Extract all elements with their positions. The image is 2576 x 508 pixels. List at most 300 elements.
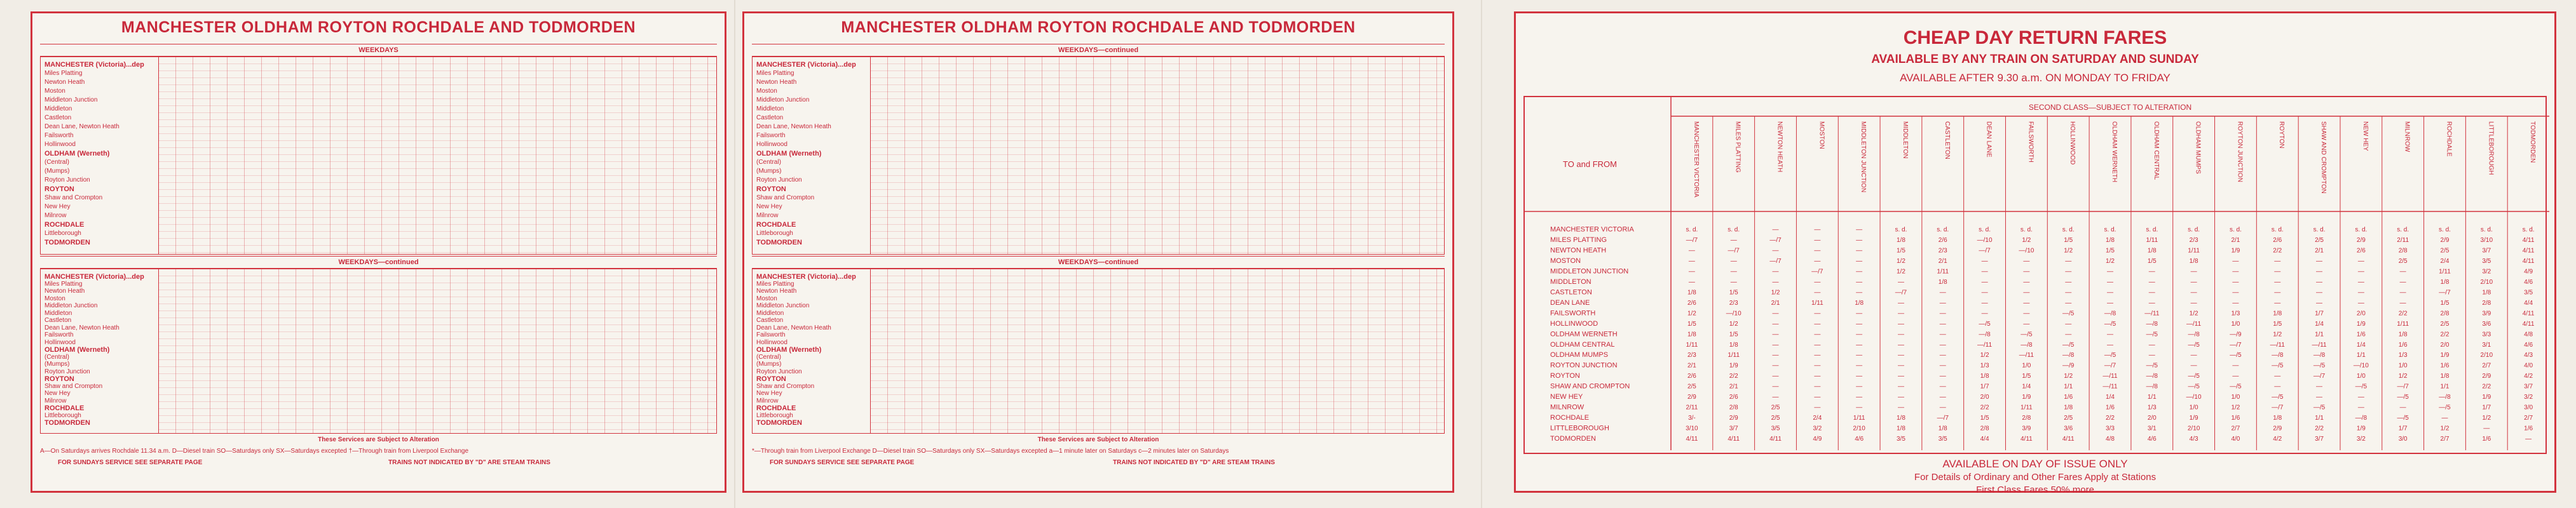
- fare-cell: 4/11: [2522, 247, 2535, 255]
- fare-cell: 1/8: [1938, 278, 1947, 286]
- fare-cell: 1/8: [1896, 415, 1905, 422]
- fare-cell: —: [1814, 341, 1821, 349]
- station-name: Newton Heath: [44, 79, 85, 86]
- station-name: (Mumps): [756, 168, 782, 175]
- fare-cell: —: [1939, 383, 1946, 391]
- fare-cell: —: [2148, 278, 2155, 286]
- fare-cell: —: [1772, 373, 1779, 380]
- station-name: (Central): [756, 159, 781, 166]
- fare-cell: —: [1897, 278, 1904, 286]
- fare-cell: 1/9: [2356, 425, 2366, 432]
- fare-cell: 1/8: [1729, 341, 1738, 349]
- fare-cell: 1/5: [2440, 299, 2450, 307]
- fare-cell: —: [2316, 299, 2323, 307]
- fare-cell: —: [1688, 247, 1695, 255]
- fare-cell: —/9: [2230, 331, 2242, 338]
- fare-cell: 1/2: [2189, 310, 2198, 318]
- fare-cell: 1/3: [2147, 404, 2157, 411]
- fare-cell: 2/5: [2440, 247, 2450, 255]
- fare-cell: 1/2: [1771, 289, 1780, 297]
- fare-cell: 1/5: [1896, 247, 1905, 255]
- station-name: Castleton: [44, 114, 72, 121]
- fare-cell: 4/9: [2524, 268, 2533, 276]
- station-name: ROYTON: [756, 375, 786, 384]
- fare-cell: —: [1897, 352, 1904, 359]
- fare-cell: —: [2399, 268, 2406, 276]
- station-name: ROCHDALE: [756, 404, 796, 413]
- fare-cell: —: [2065, 278, 2072, 286]
- fare-cell: 2/9: [1729, 415, 1738, 422]
- fare-cell: —/5: [2188, 341, 2200, 349]
- fare-cell: 1/1: [2064, 383, 2073, 391]
- fare-cell: —/7: [1895, 289, 1907, 297]
- fare-cell: —/11: [1977, 341, 1993, 349]
- fare-cell: —: [1814, 257, 1821, 265]
- fare-cell: 1/11: [2188, 247, 2200, 255]
- fare-cell: —: [2316, 289, 2323, 297]
- station-list: [753, 57, 871, 254]
- fare-cell: 2/8: [2022, 415, 2031, 422]
- fare-cell: 1/11: [1811, 299, 1823, 307]
- fare-cell: 2/5: [1687, 383, 1696, 391]
- fare-cell: s. d.: [2271, 226, 2284, 234]
- fare-cell: 1/5: [2064, 237, 2073, 244]
- fare-cell: —/11: [2312, 341, 2327, 349]
- fare-cell: 1/2: [1980, 352, 1989, 359]
- fare-cell: —: [2274, 299, 2281, 307]
- station-name: Miles Platting: [44, 70, 83, 77]
- fare-cell: —: [1856, 394, 1863, 401]
- fare-cell: 1/8: [2440, 278, 2450, 286]
- fare-cell: s. d.: [2480, 226, 2493, 234]
- fare-cell: —/5: [2062, 341, 2075, 349]
- footnotes: *—Through train from Liverpool Exchange D—Diesel train SO—Saturdays only SX—Saturdays excepted a—1 minute later on Saturdays c—2 minutes later on Saturdays: [752, 448, 1229, 455]
- column-header: DEAN LANE: [1985, 121, 1993, 157]
- fare-cell: 1/2: [2064, 247, 2073, 255]
- fare-cell: 1/8: [2482, 289, 2491, 297]
- row-station: DEAN LANE: [1550, 298, 1590, 307]
- times-grid: [159, 269, 716, 433]
- fare-cell: 1/8: [1938, 425, 1947, 432]
- fare-cell: —: [2274, 268, 2281, 276]
- fare-cell: —: [2357, 278, 2364, 286]
- fare-cell: —: [1856, 278, 1863, 286]
- availability-note: AVAILABLE ON DAY OF ISSUE ONLY: [1942, 458, 2128, 470]
- subject-note: These Services are Subject to Alteration: [318, 436, 439, 443]
- fare-cell: —: [2023, 289, 2030, 297]
- station-name: TODMORDEN: [44, 239, 90, 246]
- fare-cell: s. d.: [2188, 226, 2200, 234]
- station-name: Newton Heath: [44, 288, 85, 295]
- fare-cell: 2/8: [1980, 425, 1989, 432]
- fare-cell: —: [2274, 257, 2281, 265]
- fare-cell: —: [1856, 247, 1863, 255]
- fare-cell: —/5: [2021, 331, 2033, 338]
- fare-cell: 2/7: [2482, 362, 2491, 370]
- fare-cell: —: [1772, 394, 1779, 401]
- fare-cell: 1/0: [2022, 362, 2031, 370]
- fare-cell: —: [1981, 310, 1988, 318]
- fare-cell: 1/11: [2397, 320, 2409, 328]
- fare-cell: 1/11: [1686, 341, 1698, 349]
- fare-cell: 2/2: [2273, 247, 2282, 255]
- fare-cell: —/5: [2230, 352, 2242, 359]
- fare-cell: 1/5: [1980, 415, 1989, 422]
- fare-cell: 1/7: [1980, 383, 1989, 391]
- fare-cell: —: [2357, 299, 2364, 307]
- fare-cell: 1/3: [1980, 362, 1989, 370]
- fare-cell: —/10: [2019, 247, 2034, 255]
- to-from-label: TO and FROM: [1563, 159, 1618, 169]
- fare-cell: —/5: [1979, 320, 1991, 328]
- fare-cell: —: [1814, 289, 1821, 297]
- timetable-block: [40, 269, 717, 434]
- fare-cell: —: [2399, 299, 2406, 307]
- station-name: Middleton: [44, 309, 72, 317]
- fare-cell: —: [1772, 247, 1779, 255]
- fare-cell: —: [2525, 436, 2532, 443]
- fare-cell: 2/3: [2189, 237, 2198, 244]
- fare-cell: —: [2274, 383, 2281, 391]
- fares-grid: [1525, 97, 2549, 450]
- station-name: Middleton Junction: [44, 97, 98, 104]
- fare-cell: 3/9: [2482, 310, 2491, 318]
- fare-cell: 3/2: [2356, 436, 2366, 443]
- station-name: MANCHESTER (Victoria)...dep: [756, 61, 856, 69]
- fare-cell: 1/9: [2231, 247, 2240, 255]
- station-name: Moston: [756, 295, 777, 302]
- timetable-panel-1: [31, 11, 726, 493]
- fare-cell: —: [2274, 289, 2281, 297]
- station-name: Dean Lane, Newton Heath: [756, 123, 831, 130]
- station-name: Miles Platting: [756, 280, 794, 288]
- fare-cell: —: [1897, 320, 1904, 328]
- column-header: MIDDLETON: [1901, 121, 1909, 159]
- fare-cell: —: [2316, 383, 2323, 391]
- fare-cell: —: [1856, 362, 1863, 370]
- station-name: Middleton Junction: [756, 302, 810, 310]
- fare-cell: 3/1: [2147, 425, 2157, 432]
- fare-cell: 1/4: [2022, 383, 2031, 391]
- fare-cell: —: [1856, 237, 1863, 244]
- fare-cell: —: [1939, 404, 1946, 411]
- first-class-note: First Class Fares 50% more: [1976, 485, 2094, 495]
- fare-cell: 1/2: [2273, 331, 2282, 338]
- fare-cell: 1/9: [1729, 362, 1738, 370]
- fare-cell: 4/11: [2062, 436, 2075, 443]
- station-name: OLDHAM (Werneth): [44, 150, 110, 157]
- station-name: Shaw and Crompton: [756, 194, 815, 201]
- fare-cell: —/5: [2188, 383, 2200, 391]
- fare-cell: 1/2: [2482, 415, 2491, 422]
- fare-cell: 1/8: [1855, 299, 1864, 307]
- fare-cell: —: [1688, 278, 1695, 286]
- fare-cell: 4/6: [2147, 436, 2157, 443]
- fare-cell: 1/6: [2440, 362, 2450, 370]
- fare-cell: 1/4: [2106, 394, 2115, 401]
- fare-cell: 2/1: [1938, 257, 1947, 265]
- row-station: MILES PLATTING: [1550, 236, 1607, 244]
- fare-cell: —: [1730, 237, 1737, 244]
- station-name: New Hey: [756, 390, 782, 398]
- fare-cell: 2/8: [2440, 310, 2450, 318]
- fare-cell: —: [1730, 268, 1737, 276]
- fare-cell: —: [1897, 362, 1904, 370]
- fare-cell: 1/2: [1729, 320, 1738, 328]
- fare-cell: 2/9: [1687, 394, 1696, 401]
- fare-cell: —: [2441, 415, 2448, 422]
- fare-cell: —: [1897, 341, 1904, 349]
- fare-cell: —: [2107, 299, 2113, 307]
- fare-cell: 1/5: [1729, 289, 1738, 297]
- station-name: Dean Lane, Newton Heath: [44, 123, 119, 130]
- row-station: CASTLETON: [1550, 288, 1592, 297]
- column-header: HOLLINWOOD: [2069, 121, 2076, 165]
- fare-cell: —: [1939, 299, 1946, 307]
- fare-cell: —: [2190, 278, 2197, 286]
- fare-cell: 1/11: [2021, 404, 2033, 411]
- fare-cell: —/10: [2353, 362, 2369, 370]
- page-fold: [734, 0, 735, 508]
- fare-cell: 3/0: [2524, 404, 2533, 411]
- fare-cell: —: [2107, 268, 2113, 276]
- station-list: [41, 269, 159, 433]
- station-name: Failsworth: [756, 132, 786, 139]
- column-header: MILES PLATTING: [1734, 121, 1741, 173]
- station-name: Dean Lane, Newton Heath: [756, 324, 831, 331]
- fares-title: CHEAP DAY RETURN FARES: [1903, 27, 2167, 48]
- fare-cell: —: [1856, 226, 1863, 234]
- fare-cell: 2/10: [2480, 278, 2493, 286]
- fare-cell: —: [2148, 341, 2155, 349]
- station-name: (Central): [44, 353, 69, 361]
- fare-cell: —: [2107, 289, 2113, 297]
- fare-cell: 1/5: [1729, 331, 1738, 338]
- fare-cell: —: [1856, 268, 1863, 276]
- row-station: TODMORDEN: [1550, 435, 1596, 443]
- row-station: HOLLINWOOD: [1550, 319, 1598, 328]
- fare-cell: 1/6: [2398, 341, 2408, 349]
- fare-cell: 4/6: [2524, 278, 2533, 286]
- fare-cell: 1/8: [1980, 373, 1989, 380]
- fare-cell: 2/0: [2440, 341, 2450, 349]
- fare-cell: 2/7: [2231, 425, 2240, 432]
- fare-cell: 3/2: [2482, 268, 2491, 276]
- fare-cell: —: [1772, 352, 1779, 359]
- fare-cell: —: [1856, 320, 1863, 328]
- fare-cell: 2/5: [1771, 415, 1780, 422]
- column-header: LITTLEBOROUGH: [2487, 121, 2495, 175]
- fare-cell: —/5: [2439, 404, 2451, 411]
- fare-cell: 4/2: [2524, 373, 2533, 380]
- fare-cell: s. d.: [2439, 226, 2451, 234]
- fare-cell: —: [1939, 331, 1946, 338]
- fare-cell: 1/8: [1896, 237, 1905, 244]
- fare-cell: —: [2232, 362, 2239, 370]
- row-station: MIDDLETON JUNCTION: [1550, 267, 1629, 276]
- station-name: ROYTON: [756, 185, 786, 193]
- column-header: NEW HEY: [2361, 121, 2369, 151]
- fare-cell: 1/2: [1687, 310, 1696, 318]
- fare-cell: —: [1981, 257, 1988, 265]
- station-name: Milnrow: [756, 397, 779, 404]
- fare-cell: —: [2399, 289, 2406, 297]
- fare-cell: 2/7: [2440, 436, 2450, 443]
- fare-cell: —: [2023, 278, 2030, 286]
- fare-cell: —/7: [2104, 362, 2116, 370]
- column-header: MILNROW: [2403, 121, 2411, 152]
- fare-cell: 2/6: [2273, 237, 2282, 244]
- fare-cell: 3/7: [2315, 436, 2324, 443]
- row-station: ROCHDALE: [1550, 414, 1590, 422]
- fare-cell: 3/1: [2482, 341, 2491, 349]
- fare-cell: 1/8: [2273, 415, 2282, 422]
- fare-cell: 4/11: [1686, 436, 1698, 443]
- fare-cell: 2/5: [2398, 257, 2408, 265]
- fare-cell: —: [2148, 299, 2155, 307]
- station-name: OLDHAM (Werneth): [756, 346, 822, 354]
- fare-cell: —/10: [1977, 237, 1993, 244]
- fare-cell: —: [2065, 299, 2072, 307]
- fare-cell: 2/2: [2106, 415, 2115, 422]
- fare-cell: 1/8: [1896, 425, 1905, 432]
- fare-cell: —: [2274, 278, 2281, 286]
- station-name: Failsworth: [44, 132, 74, 139]
- fare-cell: —/8: [2188, 331, 2200, 338]
- fare-cell: 4/11: [2522, 257, 2535, 265]
- fare-cell: 2/5: [2315, 237, 2324, 244]
- fare-cell: 1/8: [1687, 331, 1696, 338]
- station-name: New Hey: [756, 203, 782, 210]
- fare-cell: —: [2190, 289, 2197, 297]
- station-name: Hollinwood: [44, 141, 76, 148]
- fare-cell: —: [2316, 268, 2323, 276]
- fare-cell: —/5: [2313, 404, 2326, 411]
- sundays-note: FOR SUNDAYS SERVICE SEE SEPARATE PAGE: [770, 459, 915, 466]
- fare-cell: 3/5: [1938, 436, 1947, 443]
- fare-cell: —: [1939, 362, 1946, 370]
- station-list: [753, 269, 871, 433]
- fare-cell: 1/9: [2440, 352, 2450, 359]
- fare-cell: 1/2: [2106, 257, 2115, 265]
- fare-cell: —: [2232, 257, 2239, 265]
- row-station: OLDHAM WERNETH: [1550, 330, 1618, 338]
- fare-cell: 1/6: [2106, 404, 2115, 411]
- fare-cell: 1/2: [1896, 268, 1905, 276]
- station-name: OLDHAM (Werneth): [756, 150, 822, 157]
- station-name: Milnrow: [44, 397, 67, 404]
- fare-cell: 4/11: [2522, 310, 2535, 318]
- station-name: Failsworth: [756, 331, 786, 339]
- fare-cell: 2/1: [1687, 362, 1696, 370]
- fare-cell: —: [1981, 278, 1988, 286]
- fare-cell: s. d.: [2229, 226, 2242, 234]
- sundays-note: FOR SUNDAYS SERVICE SEE SEPARATE PAGE: [58, 459, 203, 466]
- fare-cell: 2/6: [1729, 394, 1738, 401]
- row-station: OLDHAM CENTRAL: [1550, 340, 1615, 349]
- fare-cell: 2/11: [1686, 404, 1698, 411]
- fare-cell: 2/1: [1771, 299, 1780, 307]
- fare-cell: —: [2316, 394, 2323, 401]
- fare-cell: 3/3: [2106, 425, 2115, 432]
- row-station: MILNROW: [1550, 403, 1584, 411]
- weekdays-band: WEEKDAYS: [40, 44, 717, 57]
- fare-cell: —/8: [2104, 310, 2116, 318]
- steam-note: TRAINS NOT INDICATED BY "D" ARE STEAM TRAINS: [388, 459, 550, 466]
- subject-note: These Services are Subject to Alteration: [1037, 436, 1159, 443]
- fare-cell: s. d.: [1895, 226, 1907, 234]
- fare-cell: —/7: [2439, 289, 2451, 297]
- station-name: Miles Platting: [756, 70, 794, 77]
- column-header: NEWTON HEATH: [1776, 121, 1783, 173]
- column-header: MIDDLETON JUNCTION: [1860, 121, 1867, 193]
- fare-cell: 2/10: [1853, 425, 1865, 432]
- fare-cell: 2/1: [2231, 237, 2240, 244]
- fare-cell: 4/0: [2524, 362, 2533, 370]
- fare-cell: —: [2190, 268, 2197, 276]
- fare-cell: 2/6: [1687, 299, 1696, 307]
- fare-cell: 4/4: [1980, 436, 1989, 443]
- fare-cell: 1/9: [2022, 394, 2031, 401]
- fare-cell: —: [1688, 257, 1695, 265]
- row-station: NEW HEY: [1550, 393, 1583, 401]
- fare-cell: 2/8: [1729, 404, 1738, 411]
- station-name: ROCHDALE: [44, 404, 85, 413]
- fare-cell: s. d.: [2146, 226, 2158, 234]
- fare-cell: s. d.: [2522, 226, 2535, 234]
- fare-cell: —: [1730, 278, 1737, 286]
- fare-cell: 3/5: [1896, 436, 1905, 443]
- station-name: MANCHESTER (Victoria)...dep: [44, 273, 144, 281]
- station-name: Middleton Junction: [44, 302, 98, 310]
- fare-cell: —: [2274, 373, 2281, 380]
- fare-cell: 2/3: [1938, 247, 1947, 255]
- fare-cell: 1/8: [2440, 373, 2450, 380]
- fare-cell: —/8: [2272, 352, 2284, 359]
- fare-cell: 1/0: [2231, 394, 2240, 401]
- fare-cell: —: [2399, 278, 2406, 286]
- fares-table: [1523, 96, 2547, 454]
- fare-cell: —/5: [2397, 394, 2409, 401]
- fare-cell: —/7: [1811, 268, 1823, 276]
- fare-cell: 2/5: [2064, 415, 2073, 422]
- station-name: TODMORDEN: [756, 419, 802, 427]
- fare-cell: 4/11: [1769, 436, 1782, 443]
- fare-cell: 3/10: [1686, 425, 1698, 432]
- fare-cell: —: [1939, 310, 1946, 318]
- fare-cell: 2/0: [1980, 394, 1989, 401]
- station-name: (Mumps): [756, 361, 782, 368]
- fare-cell: —/8: [2313, 352, 2326, 359]
- fare-cell: 3/0: [2398, 436, 2408, 443]
- column-header: MOSTON: [1818, 121, 1825, 149]
- station-name: Milnrow: [756, 212, 779, 219]
- fare-cell: —: [1981, 268, 1988, 276]
- station-name: Castleton: [756, 114, 784, 121]
- fare-cell: —: [1814, 310, 1821, 318]
- fare-cell: —/8: [2439, 394, 2451, 401]
- station-name: Littleborough: [44, 230, 81, 237]
- row-station: MOSTON: [1550, 257, 1581, 265]
- fare-cell: 2/3: [1729, 299, 1738, 307]
- fare-cell: 1/0: [2356, 373, 2366, 380]
- station-name: Littleborough: [756, 411, 793, 419]
- fare-cell: —/5: [2062, 310, 2075, 318]
- fare-cell: —: [2190, 362, 2197, 370]
- fare-cell: 2/4: [1813, 415, 1822, 422]
- fare-cell: —: [1772, 278, 1779, 286]
- fare-cell: —/7: [1728, 247, 1740, 255]
